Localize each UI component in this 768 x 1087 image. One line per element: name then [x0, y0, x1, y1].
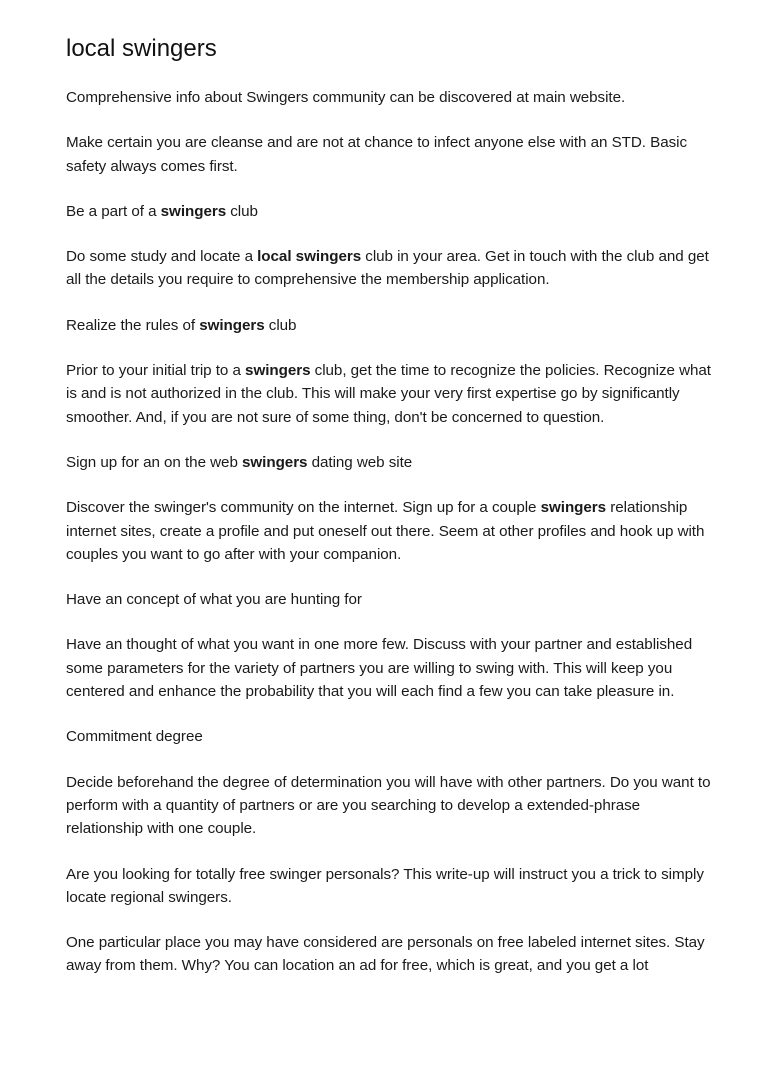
bold-keyword: swingers	[160, 202, 227, 220]
bold-keyword: swingers	[199, 316, 265, 334]
paragraph	[66, 771, 716, 841]
bold-keyword: swingers	[245, 362, 311, 380]
paragraph	[66, 86, 716, 109]
text-run: Discover the swinger's community on the internet. Sign up for a couple	[66, 499, 541, 517]
paragraph	[66, 245, 716, 292]
paragraph	[66, 359, 716, 429]
paragraph	[66, 200, 716, 223]
text-run: dating web site	[307, 453, 413, 471]
bold-keyword: local swingers	[257, 248, 362, 266]
page-title: local swingers	[66, 35, 217, 62]
text-run: Make certain you are cleanse and are not at chance to infect anyone else with an STD. Basic safety always comes first.	[66, 134, 688, 175]
text-run: club, get the time to recognize the policies. Recognize what is and is not authorized in the club. This will make your very first expertise go by significantly smoother. And, if you are not sure of some thing, don't be concerned to question.	[66, 362, 711, 426]
paragraph	[66, 931, 716, 978]
text-run: One particular place you may have considered are personals on free labeled internet sites. Stay away from them. Why? You can location an ad for free, which is great, and you get a lot	[66, 934, 705, 975]
text-run: Comprehensive info about Swingers community can be discovered at main website.	[66, 89, 626, 106]
bold-keyword: swingers	[540, 499, 607, 517]
text-run: Realize the rules of	[66, 316, 200, 334]
text-run: Prior to your initial trip to a	[66, 362, 246, 380]
text-run: Have an thought of what you want in one more few. Discuss with your partner and established some parameters for the variety of partners you are willing to swing with. This will keep you centered and enhance the probability that you will each find a few you can take pleasure in.	[66, 636, 693, 701]
paragraph	[66, 451, 716, 474]
text-run: Be a part of a	[66, 202, 161, 220]
paragraph	[66, 633, 716, 703]
text-run: Do some study and locate a	[66, 248, 258, 266]
text-run: Are you looking for totally free swinger personals? This write-up will instruct you a trick to simply locate regional swingers.	[66, 865, 704, 906]
bold-keyword: swingers	[242, 453, 308, 471]
text-run: club	[264, 316, 297, 334]
paragraph	[66, 863, 716, 910]
document-page	[66, 32, 716, 1000]
text-run: Commitment degree	[66, 728, 203, 746]
paragraph	[66, 725, 716, 748]
paragraph	[66, 131, 716, 178]
text-run: Have an concept of what you are hunting for	[66, 591, 362, 609]
paragraph	[66, 588, 716, 611]
paragraph	[66, 314, 716, 337]
text-run: club in your area. Get in touch with the club and get all the details you require to comprehensive the membership application.	[66, 248, 709, 289]
document-body	[66, 86, 716, 978]
text-run: Decide beforehand the degree of determination you will have with other partners. Do you want to perform with a quantity of partners or are you searching to develop a extended-phrase relationship with one couple.	[66, 773, 711, 838]
paragraph	[66, 496, 716, 566]
text-run: relationship internet sites, create a profile and put oneself out there. Seem at other profiles and hook up with couples you want to go after with your companion.	[66, 499, 705, 563]
text-run: club	[226, 202, 258, 220]
text-run: Sign up for an on the web	[66, 453, 243, 471]
